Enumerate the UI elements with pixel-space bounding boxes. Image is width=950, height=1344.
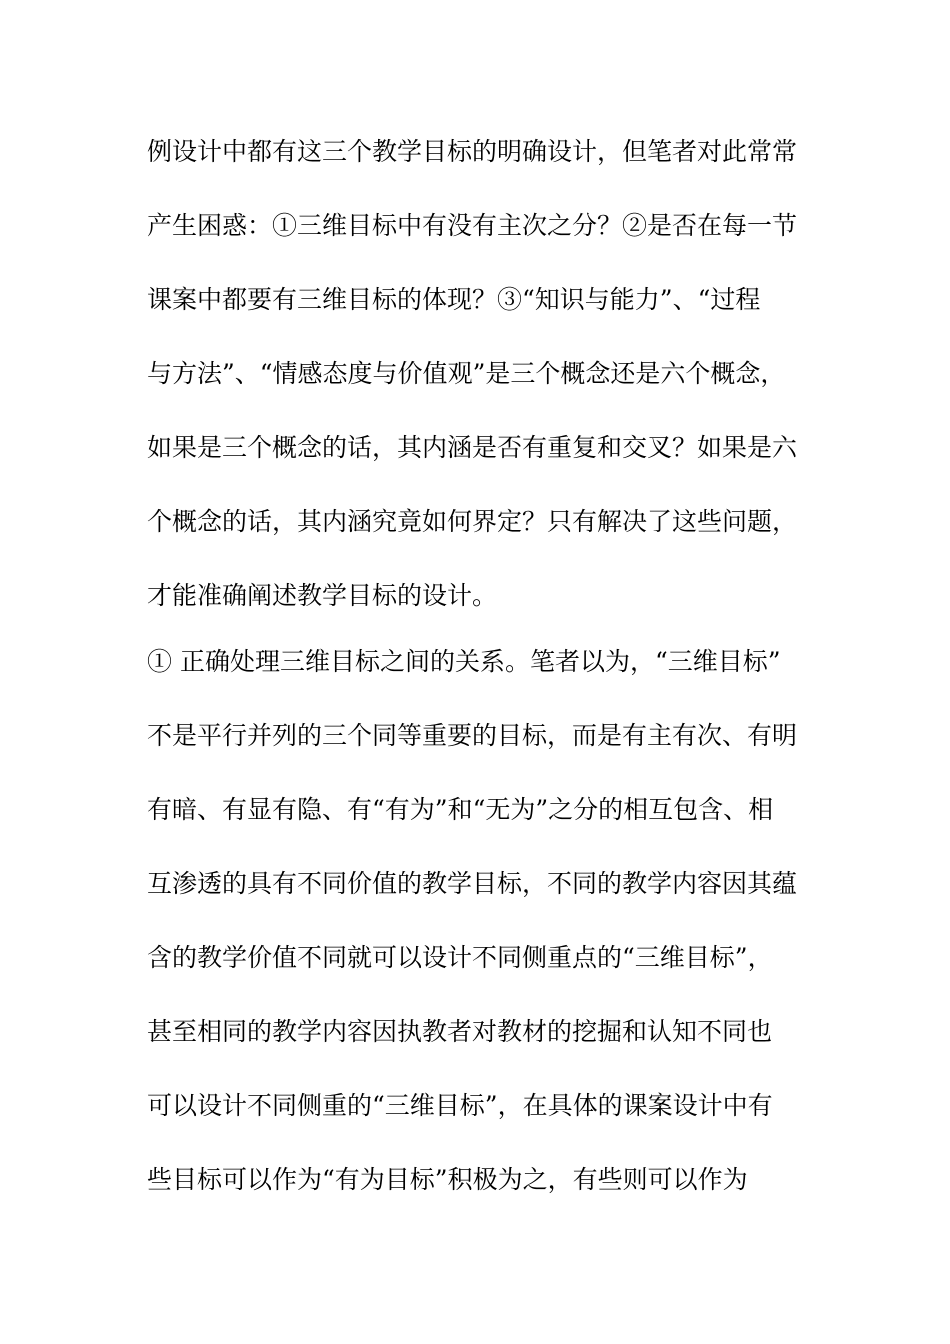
text-line-7: 才能准确阐述教学目标的设计。: [147, 581, 498, 610]
text-line-5: 如果是三个概念的话，其内涵是否有重复和交叉？如果是六: [147, 433, 798, 462]
text-line-1: 例设计中都有这三个教学目标的明确设计，但笔者对此常常: [147, 137, 798, 166]
paragraph-heading: ① 正确处理三维目标之间的关系。笔者以为，“三维目标”: [147, 647, 781, 676]
text-line-9: 不是平行并列的三个同等重要的目标，而是有主有次、有明: [147, 721, 798, 750]
text-line-4: 与方法”、“情感态度与价值观”是三个概念还是六个概念，: [147, 359, 786, 388]
text-line-2: 产生困惑：①三维目标中有没有主次之分？②是否在每一节: [147, 211, 798, 240]
text-line-14: 可以设计不同侧重的“三维目标”，在具体的课案设计中有: [147, 1091, 773, 1120]
text-line-11: 互渗透的具有不同价值的教学目标，不同的教学内容因其蕴: [147, 869, 798, 898]
text-line-3: 课案中都要有三维目标的体现？③“知识与能力”、“过程: [147, 285, 761, 314]
text-line-12: 含的教学价值不同就可以设计不同侧重点的“三维目标”，: [147, 943, 773, 972]
text-line-10: 有暗、有显有隐、有“有为”和“无为”之分的相互包含、相: [147, 795, 774, 824]
text-line-13: 甚至相同的教学内容因执教者对教材的挖掘和认知不同也: [147, 1017, 773, 1046]
text-line-6: 个概念的话，其内涵究竟如何界定？只有解决了这些问题，: [147, 507, 798, 536]
text-line-15: 些目标可以作为“有为目标”积极为之，有些则可以作为: [147, 1165, 748, 1194]
